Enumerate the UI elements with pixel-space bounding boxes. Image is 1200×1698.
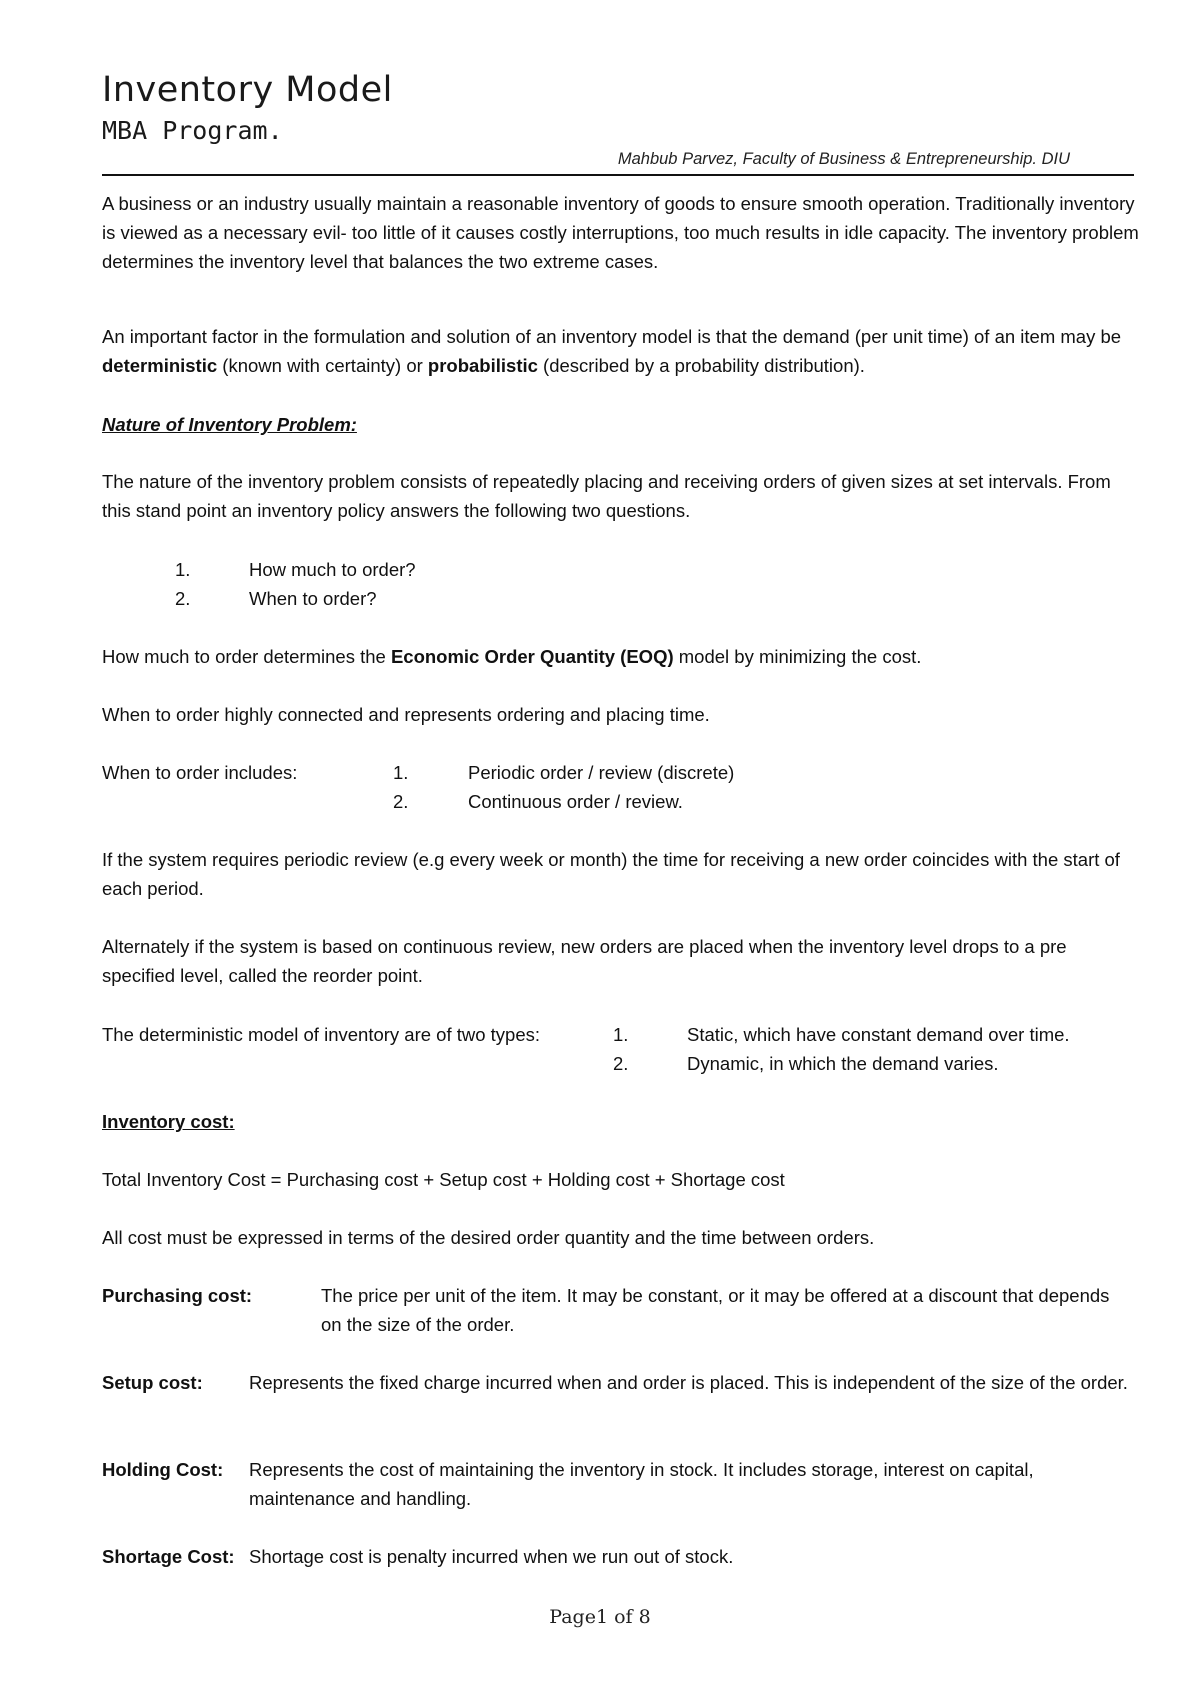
eoq-paragraph (102, 642, 1142, 671)
when-paragraph: When to order highly connected and represents ordering and placing time. (102, 704, 710, 725)
intro-p2-text-e: (described by a probability distribution). (537, 355, 865, 376)
type-number-1: 1. (613, 1024, 629, 1045)
purchasing-cost-term: Purchasing cost: (102, 1285, 253, 1306)
cost-note: All cost must be expressed in terms of the desired order quantity and the time between orders. (102, 1227, 875, 1248)
shortage-cost-term: Shortage Cost: (102, 1546, 235, 1567)
holding-cost-term: Holding Cost: (102, 1459, 224, 1480)
type-number-2: 2. (613, 1053, 629, 1074)
when-item-text-2: Continuous order / review. (468, 791, 683, 812)
question-text-2: When to order? (249, 588, 377, 609)
question-number-2: 2. (175, 588, 191, 609)
eoq-text-c: model by minimizing the cost. (673, 646, 922, 667)
when-item-number-1: 1. (393, 762, 409, 783)
intro-p2-text-c: (known with certainty) or (217, 355, 428, 376)
purchasing-cost-definition: The price per unit of the item. It may be constant, or it may be offered at a discount that depends on the size of the order. (321, 1285, 1110, 1335)
document-title: Inventory Model (102, 70, 393, 110)
setup-cost-definition: Represents the fixed charge incurred when and order is placed. This is independent of the size of the order. (249, 1372, 1128, 1393)
intro-paragraph-2 (102, 322, 1142, 380)
question-text-1: How much to order? (249, 559, 416, 580)
document-subtitle: MBA Program. (102, 116, 283, 145)
when-item-number-2: 2. (393, 791, 409, 812)
total-cost-formula: Total Inventory Cost = Purchasing cost + Setup cost + Holding cost + Shortage cost (102, 1169, 785, 1190)
intro-p2-text-a: An important factor in the formulation and solution of an inventory model is that the demand (per unit time) of an item may be (102, 326, 1122, 347)
deterministic-term: deterministic (102, 355, 218, 376)
inventory-cost-heading: Inventory cost: (102, 1111, 235, 1132)
nature-paragraph: The nature of the inventory problem consists of repeatedly placing and receiving orders of given sizes at set intervals. From this stand point an inventory policy answers the following two questions. (102, 471, 1111, 521)
type-text-1: Static, which have constant demand over time. (687, 1024, 1070, 1045)
shortage-cost-definition: Shortage cost is penalty incurred when we run out of stock. (249, 1546, 734, 1567)
page-number: Page1 of 8 (549, 1606, 651, 1628)
types-label: The deterministic model of inventory are of two types: (102, 1024, 541, 1045)
author-line: Mahbub Parvez, Faculty of Business & Entrepreneurship. DIU (617, 150, 1070, 168)
probabilistic-term: probabilistic (427, 355, 538, 376)
when-item-text-1: Periodic order / review (discrete) (468, 762, 735, 783)
type-text-2: Dynamic, in which the demand varies. (687, 1053, 999, 1074)
continuous-review-paragraph: Alternately if the system is based on continuous review, new orders are placed when the inventory level drops to a pre specified level, called the reorder point. (102, 936, 1067, 986)
eoq-text-a: How much to order determines the (102, 646, 391, 667)
header-divider (102, 174, 1134, 176)
nature-heading: Nature of Inventory Problem: (102, 414, 357, 435)
when-label: When to order includes: (102, 762, 298, 783)
holding-cost-definition: Represents the cost of maintaining the inventory in stock. It includes storage, interest on capital, maintenance and handling. (249, 1459, 1034, 1509)
question-number-1: 1. (175, 559, 191, 580)
periodic-review-paragraph: If the system requires periodic review (e.g every week or month) the time for receiving a new order coincides with the start of each period. (102, 849, 1120, 899)
eoq-term: Economic Order Quantity (EOQ) (390, 646, 674, 667)
setup-cost-term: Setup cost: (102, 1372, 203, 1393)
intro-paragraph-1: A business or an industry usually maintain a reasonable inventory of goods to ensure smooth operation. Traditionally inventory is viewed as a necessary evil- too little of it causes costly interruptions, too much results in idle capacity. The inventory problem determines the inventory level that balances the two extreme cases. (102, 193, 1139, 272)
